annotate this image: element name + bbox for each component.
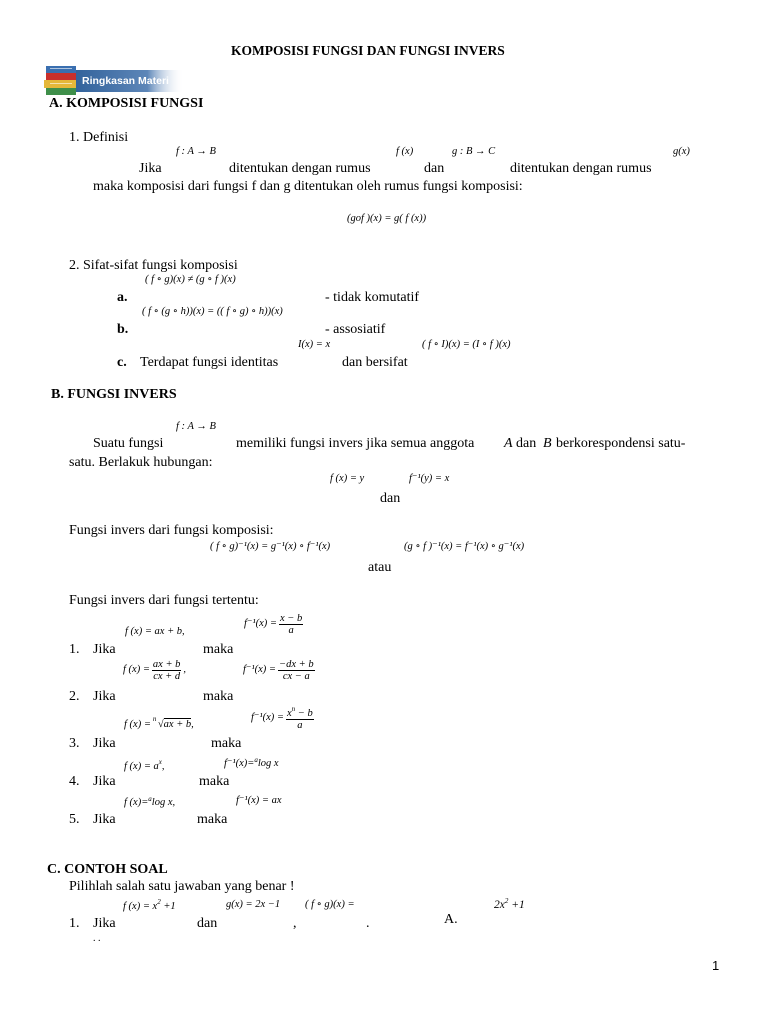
math-soal-fx [123, 899, 176, 913]
badge-label: Ringkasan Materi [82, 75, 169, 87]
math-f1-inverse-num: x − b [279, 613, 303, 624]
soal-1-dan: dan [197, 916, 218, 931]
math-f5-log-base: a [148, 795, 152, 803]
math-f2-inverse-den: cx − a [282, 671, 310, 683]
math-f2-num: ax + b [152, 659, 181, 670]
math-f3-inverse-num [286, 706, 314, 720]
section-b-heading: B. FUNGSI INVERS [51, 387, 177, 402]
math-f4-exp: x [158, 758, 162, 766]
invers-item-4-maka: maka [199, 774, 230, 789]
math-f3-inverse-den: a [297, 720, 303, 732]
soal-1-jika: Jika [93, 916, 116, 931]
math-f3-inverse-num-base: x [286, 708, 292, 719]
invers-item-3-num: 3. [69, 736, 80, 751]
math-f1-inverse-fraction [279, 613, 303, 636]
math-option-a-exp: 2 [504, 897, 509, 905]
math-identitas-sifat: ( f ∘ I)(x) = (I ∘ f )(x) [422, 339, 511, 350]
invers-item-2-num: 2. [69, 689, 80, 704]
math-f4-log-base: a [254, 756, 258, 764]
math-soal-fx-exp: 2 [157, 898, 161, 906]
math-f4 [124, 759, 165, 773]
math-f-A-B-invers: f : A → B [176, 421, 216, 432]
math-soal-fx-rest: +1 [160, 901, 176, 912]
text-dan-relation: dan [380, 491, 401, 506]
invers-text-b: memiliki fungsi invers jika semua anggota [236, 436, 475, 451]
math-assosiatif: ( f ∘ (g ∘ h))(x) = (( f ∘ g) ∘ h))(x) [142, 306, 283, 317]
math-tidak-komutatif: ( f ∘ g)(x) ≠ (g ∘ f )(x) [145, 274, 236, 285]
option-a-label: A. [444, 912, 458, 927]
math-f2-den: cx + d [153, 671, 181, 683]
math-f3-inverse-num-rest: − b [295, 708, 313, 719]
invers-text-dan: dan [516, 436, 537, 451]
math-f3-lhs: f (x) = [124, 719, 151, 730]
math-f5 [124, 796, 175, 809]
invers-item-3-maka: maka [211, 736, 242, 751]
invers-item-1-maka: maka [203, 642, 234, 657]
math-f3-inverse-fraction [286, 706, 314, 731]
math-soal-fog: ( f ∘ g)(x) = [305, 899, 355, 910]
invers-item-5-maka: maka [197, 812, 228, 827]
sifat-c-label: c. [117, 355, 127, 370]
math-f2 [123, 659, 186, 682]
math-gx: g(x) [673, 146, 690, 157]
invers-set-B: B [543, 436, 552, 451]
radical-icon: √ [157, 719, 164, 730]
cut-off-text: . . [93, 934, 101, 942]
sifat-b-text: - assosiatif [325, 322, 386, 337]
math-f4-inverse-lhs: f⁻¹(x)= [224, 758, 255, 769]
math-f2-lhs: f (x) = [123, 664, 150, 676]
invers-item-1-jika: Jika [93, 642, 116, 657]
math-identitas: I(x) = x [298, 339, 331, 350]
soal-1-comma: , [293, 916, 297, 931]
invers-line-2: satu. Berlakuk hubungan: [69, 455, 213, 470]
math-f2-inverse-num: −dx + b [278, 659, 314, 670]
sifat-a-label: a. [117, 290, 128, 305]
sifat-b-label: b. [117, 322, 129, 337]
sifat-c-text-2: dan bersifat [342, 355, 408, 370]
definisi-line-2: maka komposisi dari fungsi f dan g ditentukan oleh rumus fungsi komposisi: [93, 179, 523, 194]
soal-1-dot: . [366, 916, 370, 931]
math-f4-lhs: f (x) = a [124, 761, 159, 772]
invers-item-4-num: 4. [69, 774, 80, 789]
math-finv-y: f⁻¹(y) = x [409, 473, 450, 484]
text-atau: atau [368, 560, 392, 575]
definisi-label: 1. Definisi [69, 130, 129, 145]
math-f4-comma: , [161, 761, 165, 772]
contoh-instruction: Pilihlah salah satu jawaban yang benar ! [69, 879, 295, 894]
section-c-heading: C. CONTOH SOAL [47, 862, 168, 877]
math-f5-lhs: f (x)= [124, 797, 149, 808]
math-f5-log-arg: log x, [151, 797, 176, 808]
page-title: KOMPOSISI FUNGSI DAN FUNGSI INVERS [231, 43, 505, 58]
math-option-a-base: 2x [494, 899, 505, 911]
invers-item-5-jika: Jika [93, 812, 116, 827]
math-f2-inverse-lhs: f⁻¹(x) = [243, 664, 276, 676]
math-fx-y: f (x) = y [330, 473, 365, 484]
invers-item-1-num: 1. [69, 642, 80, 657]
math-soal-fx-base: f (x) = x [123, 901, 158, 912]
math-f2-inverse-fraction [278, 659, 315, 682]
sifat-c-text: Terdapat fungsi identitas [140, 355, 279, 370]
math-option-a-rest: +1 [508, 899, 525, 911]
math-f3 [124, 715, 194, 731]
formula-komposisi: (gof )(x) = g( f (x)) [347, 213, 427, 224]
math-f5-inverse: f⁻¹(x) = ax [236, 795, 282, 806]
invers-item-3-jika: Jika [93, 736, 116, 751]
invers-item-2-jika: Jika [93, 689, 116, 704]
math-f3-root-index: n [152, 715, 157, 723]
invers-item-5-num: 5. [69, 812, 80, 827]
text-ditentukan-2: ditentukan dengan rumus [510, 161, 652, 176]
math-fx: f (x) [396, 146, 414, 157]
invers-text-c: berkorespondensi satu- [556, 436, 686, 451]
invers-komposisi-label: Fungsi invers dari fungsi komposisi: [69, 523, 274, 538]
math-f1-inverse-den: a [288, 625, 294, 637]
text-dan: dan [424, 161, 445, 176]
math-f4-inverse [224, 757, 279, 770]
section-a-heading: A. KOMPOSISI FUNGSI [49, 96, 204, 111]
text-ditentukan-1: ditentukan dengan rumus [229, 161, 371, 176]
invers-tertentu-label: Fungsi invers dari fungsi tertentu: [69, 593, 259, 608]
math-f3-inverse [251, 706, 316, 731]
text-jika: Jika [139, 161, 162, 176]
math-f1: f (x) = ax + b, [125, 626, 185, 637]
math-f3-radicand: ax + b [163, 719, 192, 730]
math-f3-inverse-num-exp: n [291, 705, 296, 713]
math-soal-gx: g(x) = 2x −1 [226, 899, 281, 910]
math-f3-comma: , [191, 719, 194, 730]
ringkasan-materi-badge [44, 64, 184, 98]
math-f-A-B: f : A → B [176, 146, 216, 157]
soal-1-num: 1. [69, 916, 80, 931]
math-f4-log-arg: log x [257, 758, 279, 769]
invers-item-2-maka: maka [203, 689, 234, 704]
math-f3-root [152, 715, 192, 731]
math-f1-inverse [244, 613, 305, 636]
invers-set-A: A [504, 436, 513, 451]
math-f3-inverse-lhs: f⁻¹(x) = [251, 712, 284, 724]
invers-item-4-jika: Jika [93, 774, 116, 789]
invers-text-a: Suatu fungsi [93, 436, 164, 451]
math-invers-komposisi-2: (g ∘ f )⁻¹(x) = f⁻¹(x) ∘ g⁻¹(x) [404, 541, 525, 552]
page-number: 1 [712, 958, 720, 973]
sifat-a-text: - tidak komutatif [325, 290, 420, 305]
math-invers-komposisi-1: ( f ∘ g)⁻¹(x) = g⁻¹(x) ∘ f⁻¹(x) [210, 541, 331, 552]
sifat-label: 2. Sifat-sifat fungsi komposisi [69, 258, 238, 273]
math-g-B-C: g : B → C [452, 146, 496, 157]
math-f2-comma: , [183, 664, 187, 676]
math-option-a-value [494, 898, 525, 912]
math-f2-fraction [152, 659, 182, 682]
math-f2-inverse [243, 659, 317, 682]
math-f1-inverse-lhs: f⁻¹(x) = [244, 618, 277, 630]
